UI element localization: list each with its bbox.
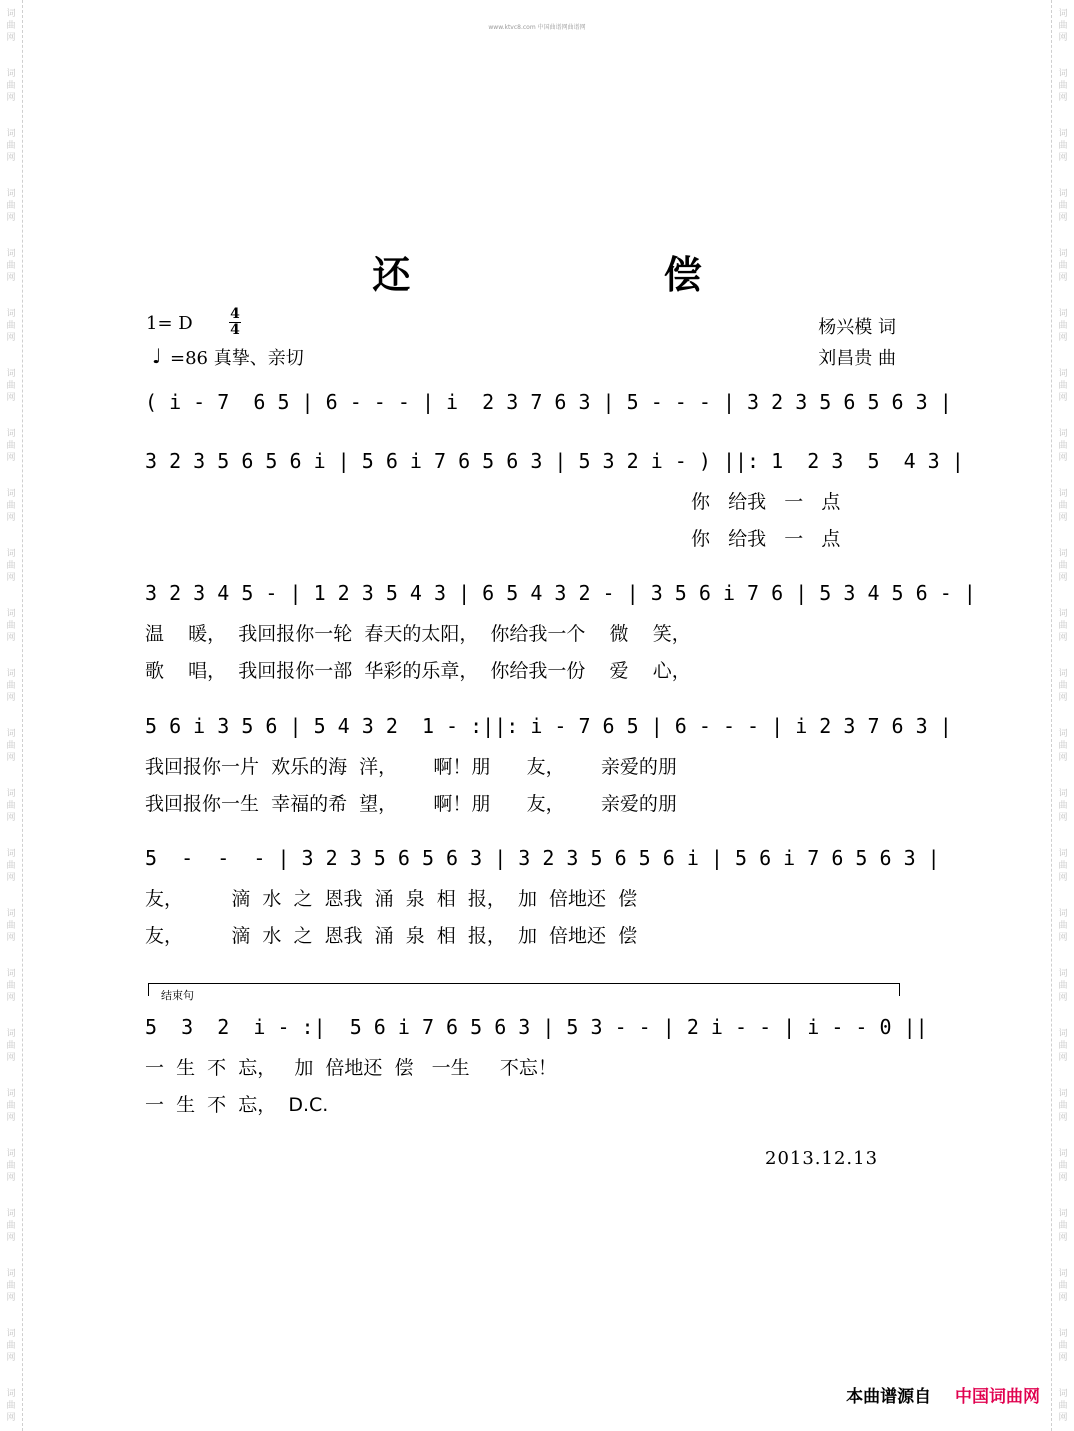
watermark-glyph: 词 曲 网 bbox=[1058, 69, 1068, 103]
lyric-verse-2: 你 给我 一 点 bbox=[691, 528, 841, 550]
source-site-link[interactable]: 中国词曲网 bbox=[955, 1387, 1040, 1407]
watermark-glyph: 词 曲 网 bbox=[1058, 1149, 1068, 1183]
watermark-glyph: 词 曲 网 bbox=[6, 1029, 16, 1063]
lyric-verse-2: 歌 唱， 我回报你一部 华彩的乐章， 你给我一份 爱 心， bbox=[145, 660, 691, 682]
composition-date: 2013.12.13 bbox=[765, 1148, 879, 1169]
watermark-glyph: 词 曲 网 bbox=[6, 309, 16, 343]
watermark-glyph: 词 曲 网 bbox=[6, 849, 16, 883]
watermark-glyph: 词 曲 网 bbox=[1058, 1209, 1068, 1243]
watermark-glyph: 词 曲 网 bbox=[6, 609, 16, 643]
notation-line: 3 2 3 5 6 5 6 i | 5 6 i 7 6 5 6 3 | 5 3 2 i - ) ||: 1 2 3 5 4 3 | bbox=[145, 449, 964, 473]
watermark-glyph: 词 曲 网 bbox=[6, 249, 16, 283]
watermark-glyph: 词 曲 网 bbox=[6, 969, 16, 1003]
lyric-verse-1: 友， 滴 水 之 恩我 涌 泉 相 报， 加 倍地还 偿 bbox=[145, 888, 638, 910]
watermark-glyph: 词 曲 网 bbox=[1058, 369, 1068, 403]
source-footer bbox=[846, 1382, 1040, 1407]
quarter-note-icon: ♩ bbox=[152, 344, 162, 368]
watermark-glyph: 词 曲 网 bbox=[1058, 669, 1068, 703]
notation-line: ( i - 7 6 5 | 6 - - - | i 2 3 7 6 3 | 5 - - - | 3 2 3 5 6 5 6 3 | bbox=[145, 390, 952, 414]
watermark-glyph: 词 曲 网 bbox=[6, 669, 16, 703]
lyric-verse-1: 你 给我 一 点 bbox=[691, 491, 841, 513]
watermark-glyph: 词 曲 网 bbox=[1058, 1089, 1068, 1123]
ending-label: 结束句 bbox=[161, 989, 194, 1002]
lyric-verse-1: 温 暖， 我回报你一轮 春天的太阳， 你给我一个 微 笑， bbox=[145, 623, 691, 645]
watermark-glyph: 词 曲 网 bbox=[1058, 1029, 1068, 1063]
notation-line: 3 2 3 4 5 - | 1 2 3 5 4 3 | 6 5 4 3 2 - | 3 5 6 i 7 6 | 5 3 4 5 6 - | bbox=[145, 581, 976, 605]
watermark-glyph: 词 曲 网 bbox=[6, 429, 16, 463]
watermark-glyph: 词 曲 网 bbox=[6, 789, 16, 823]
watermark-glyph: 词 曲 网 bbox=[1058, 1269, 1068, 1303]
lyric-verse-1: 我回报你一片 欢乐的海 洋， 啊！朋 友， 亲爱的朋 bbox=[145, 756, 677, 778]
watermark-glyph: 词 曲 网 bbox=[1058, 429, 1068, 463]
watermark-glyph: 词 曲 网 bbox=[1058, 9, 1068, 43]
watermark-glyph: 词 曲 网 bbox=[1058, 789, 1068, 823]
lyric-verse-2: 一 生 不 忘， D.C. bbox=[145, 1094, 329, 1116]
watermark-glyph: 词 曲 网 bbox=[6, 189, 16, 223]
watermark-glyph: 词 曲 网 bbox=[6, 549, 16, 583]
source-label: 本曲谱源自 bbox=[846, 1387, 932, 1407]
watermark-glyph: 词 曲 网 bbox=[1058, 489, 1068, 523]
watermark-glyph: 词 曲 网 bbox=[1058, 1389, 1068, 1423]
time-signature-top: 4 bbox=[230, 306, 240, 322]
notation-line: 5 3 2 i - :| 5 6 i 7 6 5 6 3 | 5 3 - - | 2 i - - | i - - 0 || bbox=[145, 1015, 928, 1039]
watermark-glyph: 词 曲 网 bbox=[6, 69, 16, 103]
watermark-glyph: 词 曲 网 bbox=[6, 1089, 16, 1123]
watermark-glyph: 词 曲 网 bbox=[6, 9, 16, 43]
watermark-glyph: 词 曲 网 bbox=[1058, 129, 1068, 163]
watermark-glyph: 词 曲 网 bbox=[6, 1209, 16, 1243]
lyric-verse-2: 我回报你一生 幸福的希 望， 啊！朋 友， 亲爱的朋 bbox=[145, 793, 677, 815]
notation-line: 5 6 i 3 5 6 | 5 4 3 2 1 - :||: i - 7 6 5 | 6 - - - | i 2 3 7 6 3 | bbox=[145, 714, 952, 738]
time-signature bbox=[227, 307, 243, 338]
watermark-glyph: 词 曲 网 bbox=[6, 369, 16, 403]
song-title: 还 偿 bbox=[372, 253, 822, 297]
watermark-glyph: 词 曲 网 bbox=[1058, 1329, 1068, 1363]
watermark-glyph: 词 曲 网 bbox=[1058, 609, 1068, 643]
watermark-glyph: 词 曲 网 bbox=[1058, 849, 1068, 883]
ending-bracket bbox=[148, 983, 900, 1002]
watermark-glyph: 词 曲 网 bbox=[6, 1149, 16, 1183]
lyricist-credit: 杨兴模 词 bbox=[818, 317, 896, 338]
lyric-verse-2: 友， 滴 水 之 恩我 涌 泉 相 报， 加 倍地还 偿 bbox=[145, 925, 638, 947]
time-signature-bottom: 4 bbox=[230, 322, 240, 338]
key-signature: 1= D bbox=[146, 313, 193, 334]
tempo-marking: =86 真挚、亲切 bbox=[170, 348, 304, 369]
watermark-glyph: 词 曲 网 bbox=[1058, 549, 1068, 583]
watermark-glyph: 词 曲 网 bbox=[1058, 909, 1068, 943]
watermark-glyph: 词 曲 网 bbox=[1058, 969, 1068, 1003]
watermark-glyph: 词 曲 网 bbox=[1058, 249, 1068, 283]
watermark-glyph: 词 曲 网 bbox=[6, 489, 16, 523]
watermark-glyph: 词 曲 网 bbox=[6, 729, 16, 763]
watermark-glyph: 词 曲 网 bbox=[6, 129, 16, 163]
watermark-glyph: 词 曲 网 bbox=[1058, 309, 1068, 343]
watermark-glyph: 词 曲 网 bbox=[1058, 189, 1068, 223]
watermark-glyph: 词 曲 网 bbox=[6, 1329, 16, 1363]
composer-credit: 刘昌贵 曲 bbox=[818, 348, 896, 369]
notation-line: 5 - - - | 3 2 3 5 6 5 6 3 | 3 2 3 5 6 5 6 i | 5 6 i 7 6 5 6 3 | bbox=[145, 846, 940, 870]
watermark-glyph: 词 曲 网 bbox=[6, 1389, 16, 1423]
header-small-text: www.ktvc8.com 中国曲谱网曲谱网 bbox=[488, 24, 586, 31]
watermark-glyph: 词 曲 网 bbox=[6, 909, 16, 943]
lyric-verse-1: 一 生 不 忘， 加 倍地还 偿 一生 不忘！ bbox=[145, 1057, 557, 1079]
watermark-glyph: 词 曲 网 bbox=[6, 1269, 16, 1303]
watermark-glyph: 词 曲 网 bbox=[1058, 729, 1068, 763]
